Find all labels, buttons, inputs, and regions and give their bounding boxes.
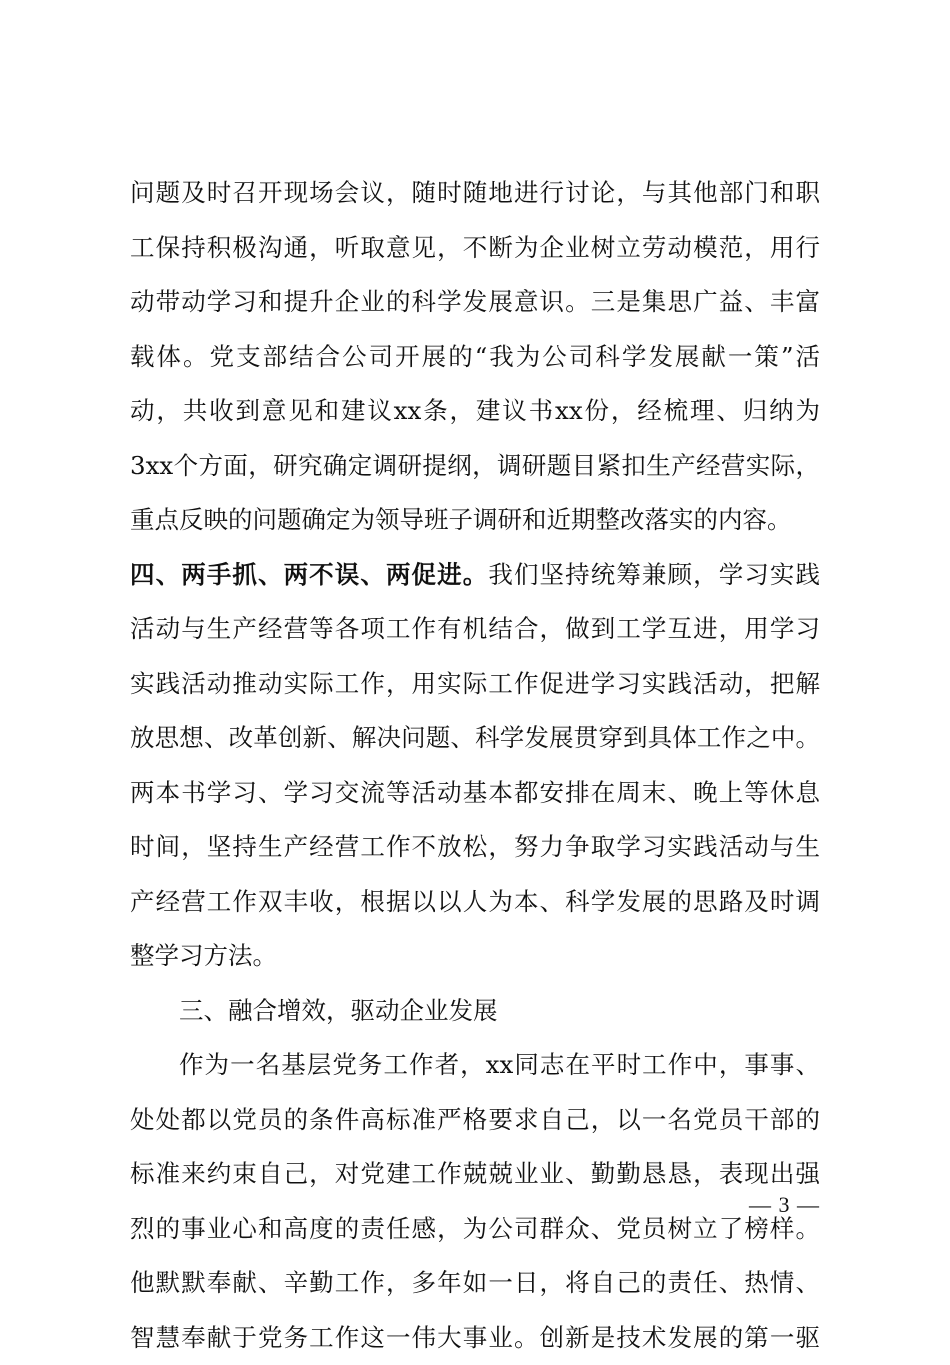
text-line: 放思想、改革创新、解决问题、科学发展贯穿到具体工作之中。 bbox=[130, 711, 820, 766]
point-four-heading: 四、两手抓、两不误、两促进。 bbox=[130, 560, 488, 589]
text-line: 智慧奉献于党务工作这一伟大事业。创新是技术发展的第一驱 bbox=[130, 1311, 820, 1365]
text-line: 3xx个方面，研究确定调研提纲，调研题目紧扣生产经营实际， bbox=[130, 439, 820, 494]
section-heading: 三、融合增效，驱动企业发展 bbox=[130, 984, 820, 1039]
text-line: 两本书学习、学习交流等活动基本都安排在周末、晚上等休息 bbox=[130, 766, 820, 821]
text-line: 工保持积极沟通，听取意见，不断为企业树立劳动模范，用行 bbox=[130, 221, 820, 276]
text-line: 活动与生产经营等各项工作有机结合，做到工学互进，用学习 bbox=[130, 602, 820, 657]
text-line: 整学习方法。 bbox=[130, 929, 820, 984]
text-line: 动，共收到意见和建议xx条，建议书xx份，经梳理、归纳为 bbox=[130, 384, 820, 439]
text-line: 重点反映的问题确定为领导班子调研和近期整改落实的内容。 bbox=[130, 493, 820, 548]
text-line: 载体。党支部结合公司开展的“我为公司科学发展献一策”活 bbox=[130, 330, 820, 385]
text-line: 处处都以党员的条件高标准严格要求自己，以一名党员干部的 bbox=[130, 1093, 820, 1148]
text-line: 烈的事业心和高度的责任感，为公司群众、党员树立了榜样。 bbox=[130, 1202, 820, 1257]
text-line: 实践活动推动实际工作，用实际工作促进学习实践活动，把解 bbox=[130, 657, 820, 712]
text-line: 问题及时召开现场会议，随时随地进行讨论，与其他部门和职 bbox=[130, 166, 820, 221]
text-line: 他默默奉献、辛勤工作，多年如一日，将自己的责任、热情、 bbox=[130, 1256, 820, 1311]
point-four-line bbox=[130, 548, 820, 603]
text-line: 动带动学习和提升企业的科学发展意识。三是集思广益、丰富 bbox=[130, 275, 820, 330]
text-line: 产经营工作双丰收，根据以以人为本、科学发展的思路及时调 bbox=[130, 875, 820, 930]
text-line: 标准来约束自己，对党建工作兢兢业业、勤勤恳恳，表现出强 bbox=[130, 1147, 820, 1202]
text-line: 时间，坚持生产经营工作不放松，努力争取学习实践活动与生 bbox=[130, 820, 820, 875]
text-line: 作为一名基层党务工作者，xx同志在平时工作中，事事、 bbox=[130, 1038, 820, 1093]
point-four-text: 我们坚持统筹兼顾，学习实践 bbox=[488, 560, 820, 589]
document-body bbox=[130, 166, 820, 1365]
page-number: — 3 — bbox=[749, 1192, 820, 1218]
